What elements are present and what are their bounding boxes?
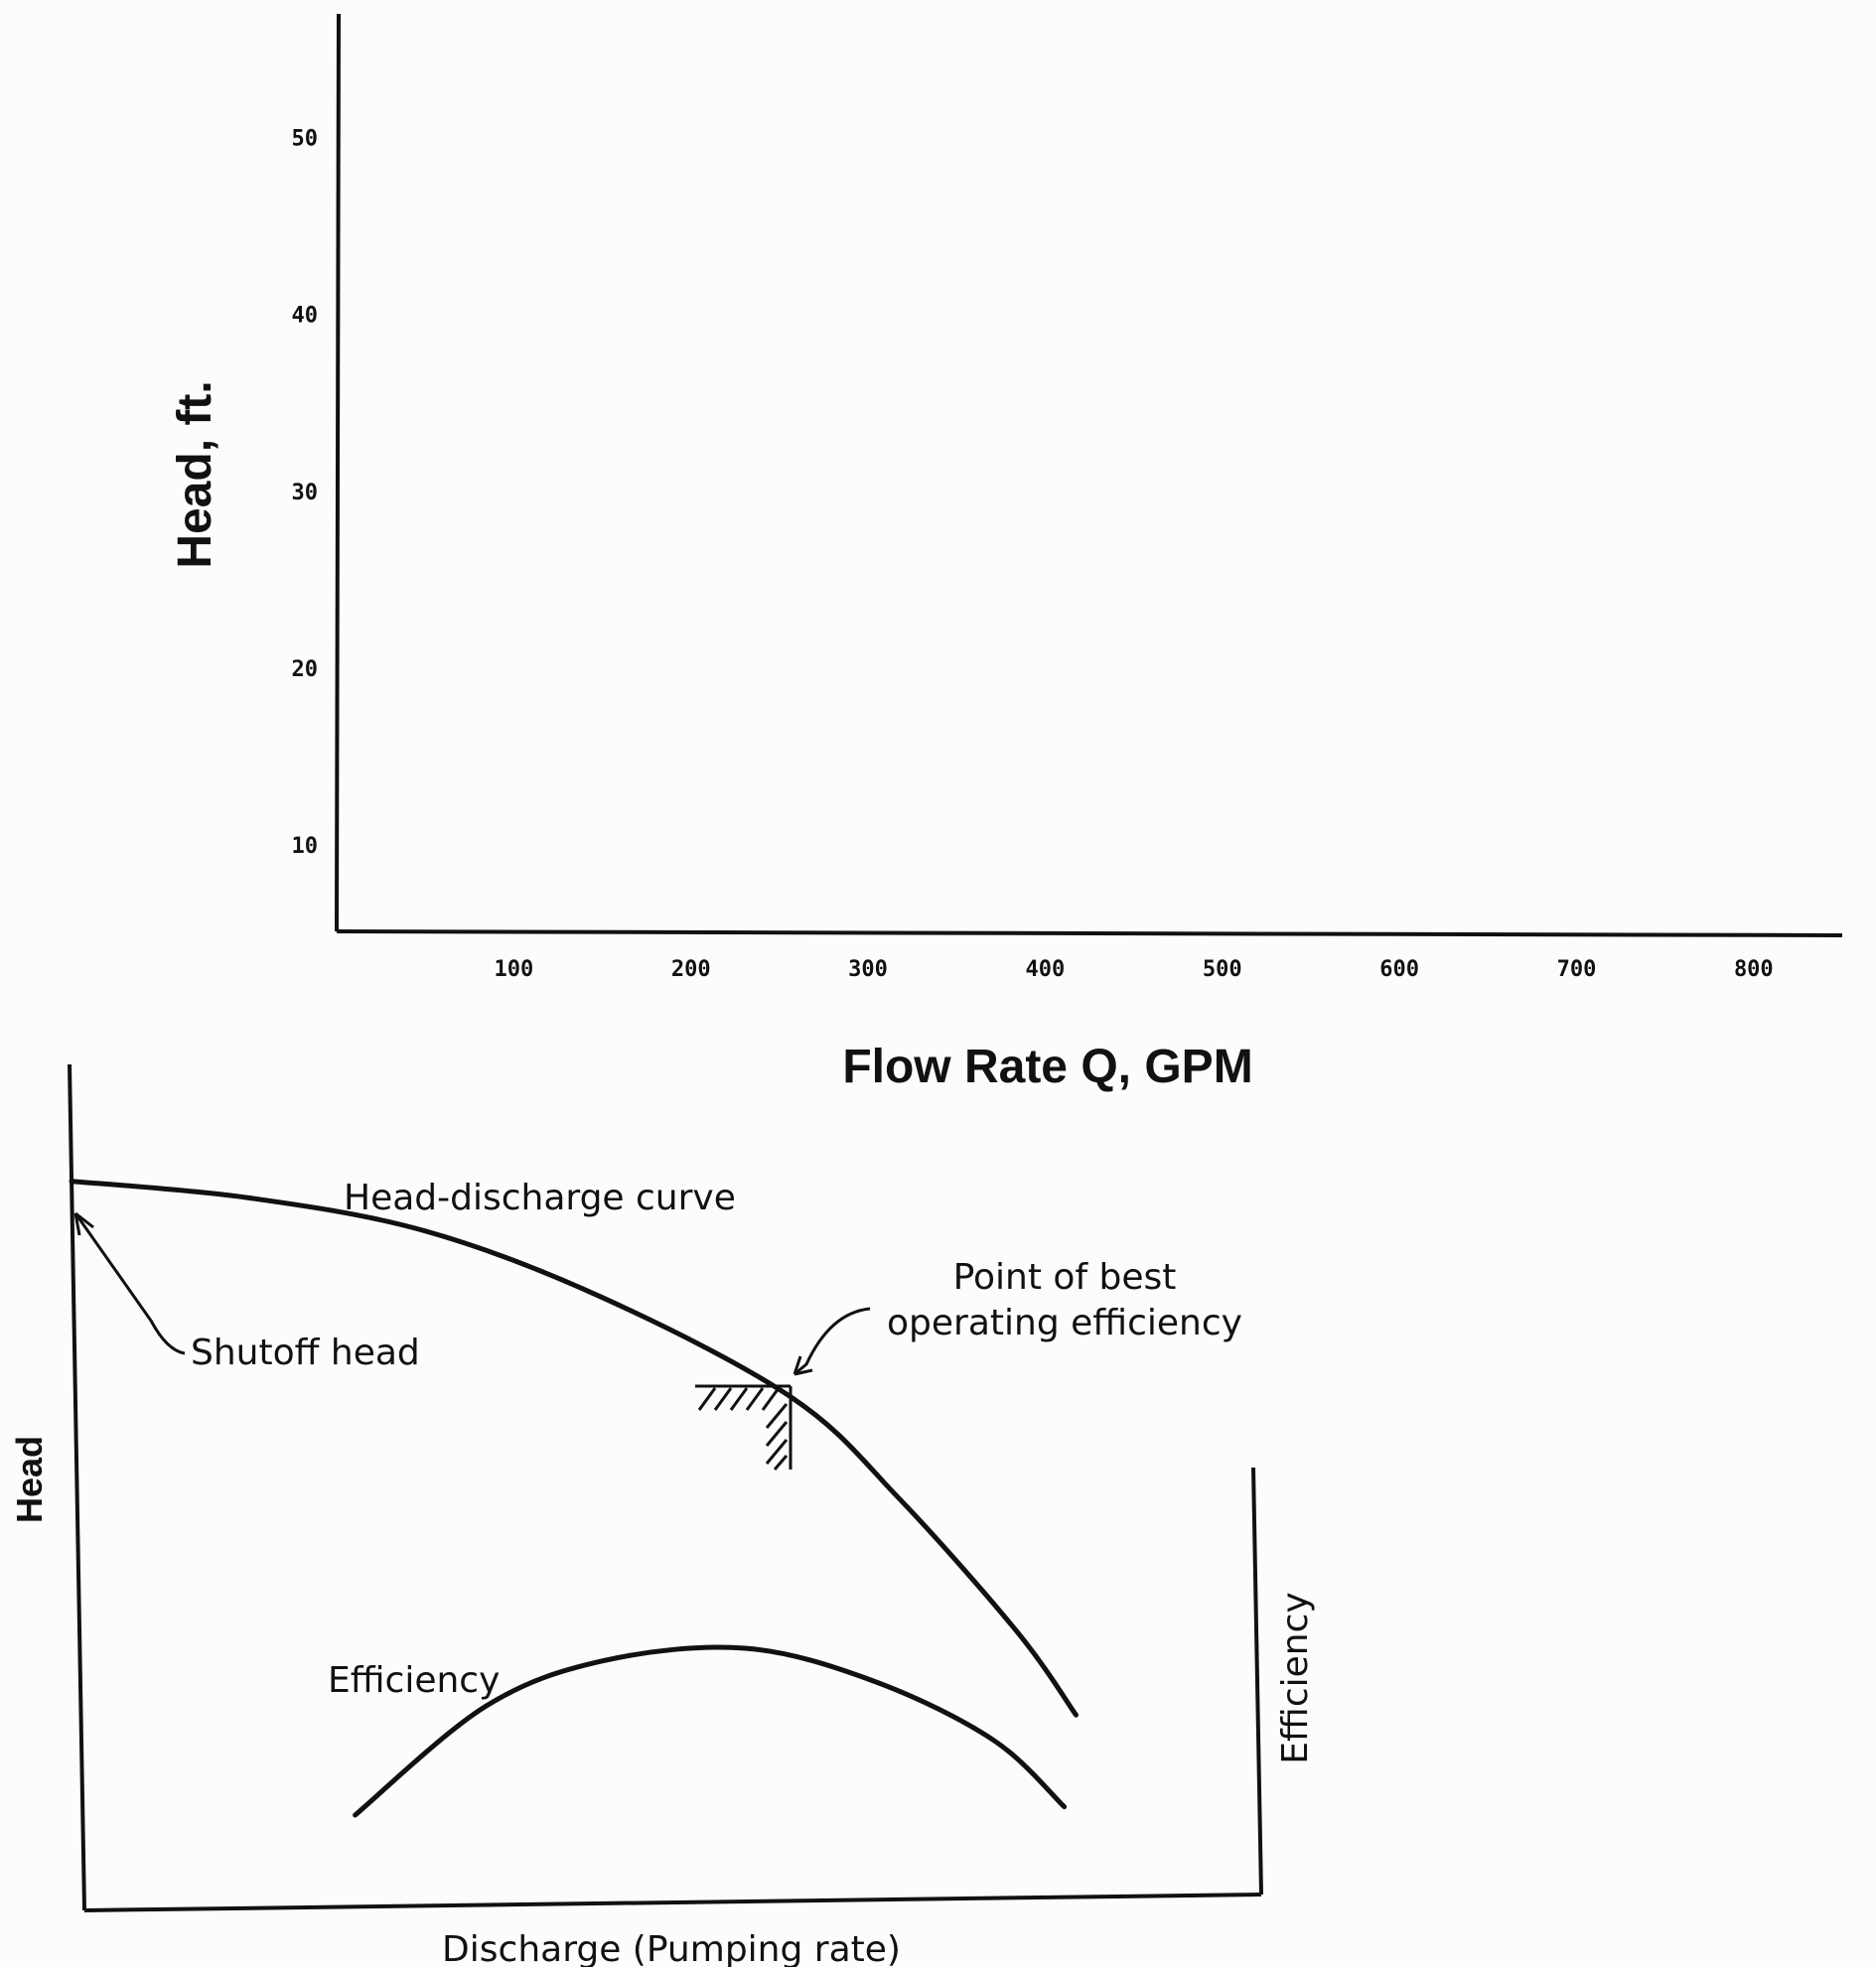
best-efficiency-label-line-1: Point of best bbox=[952, 1257, 1177, 1298]
y-axis-title: Head, ft. bbox=[169, 380, 221, 569]
x-tick-label: 500 bbox=[1202, 957, 1242, 982]
head-discharge-curve-label: Head-discharge curve bbox=[344, 1178, 736, 1218]
discharge-axis-line bbox=[84, 1895, 1261, 1910]
best-efficiency-label-line-2: operating efficiency bbox=[887, 1303, 1242, 1343]
x-tick-label: 700 bbox=[1556, 957, 1597, 982]
y-tick-label: 50 bbox=[291, 126, 318, 152]
efficiency-curve-label: Efficiency bbox=[328, 1660, 501, 1701]
x-tick-label: 400 bbox=[1025, 957, 1066, 982]
x-axis-title: Flow Rate Q, GPM bbox=[842, 1041, 1253, 1093]
head-axis-title: Head bbox=[9, 1435, 50, 1524]
efficiency-axis-title: Efficiency bbox=[1275, 1592, 1316, 1764]
discharge-axis-title: Discharge (Pumping rate) bbox=[442, 1929, 901, 1967]
efficiency-axis-line bbox=[1253, 1468, 1261, 1895]
y-axis-line bbox=[337, 14, 339, 931]
x-tick-label: 200 bbox=[670, 957, 711, 982]
shutoff-head-label: Shutoff head bbox=[191, 1333, 420, 1373]
y-tick-label: 30 bbox=[291, 480, 318, 505]
y-tick-label: 10 bbox=[291, 833, 318, 859]
flow-head-chart bbox=[169, 14, 1842, 1093]
y-tick-label: 20 bbox=[291, 656, 318, 682]
pump-curve-chart bbox=[9, 1064, 1316, 1967]
y-tick-label: 40 bbox=[291, 303, 318, 329]
head-axis-line bbox=[70, 1064, 84, 1910]
x-axis-line bbox=[337, 931, 1842, 935]
best-efficiency-arrow bbox=[794, 1309, 870, 1374]
shutoff-head-arrow bbox=[75, 1213, 185, 1353]
best-efficiency-marker bbox=[695, 1386, 791, 1470]
x-tick-label: 100 bbox=[494, 957, 534, 982]
x-tick-label: 600 bbox=[1379, 957, 1419, 982]
x-tick-label: 300 bbox=[848, 957, 888, 982]
best-efficiency-label bbox=[887, 1257, 1242, 1343]
head-discharge-curve-line bbox=[72, 1182, 1077, 1716]
x-tick-label: 800 bbox=[1733, 957, 1774, 982]
